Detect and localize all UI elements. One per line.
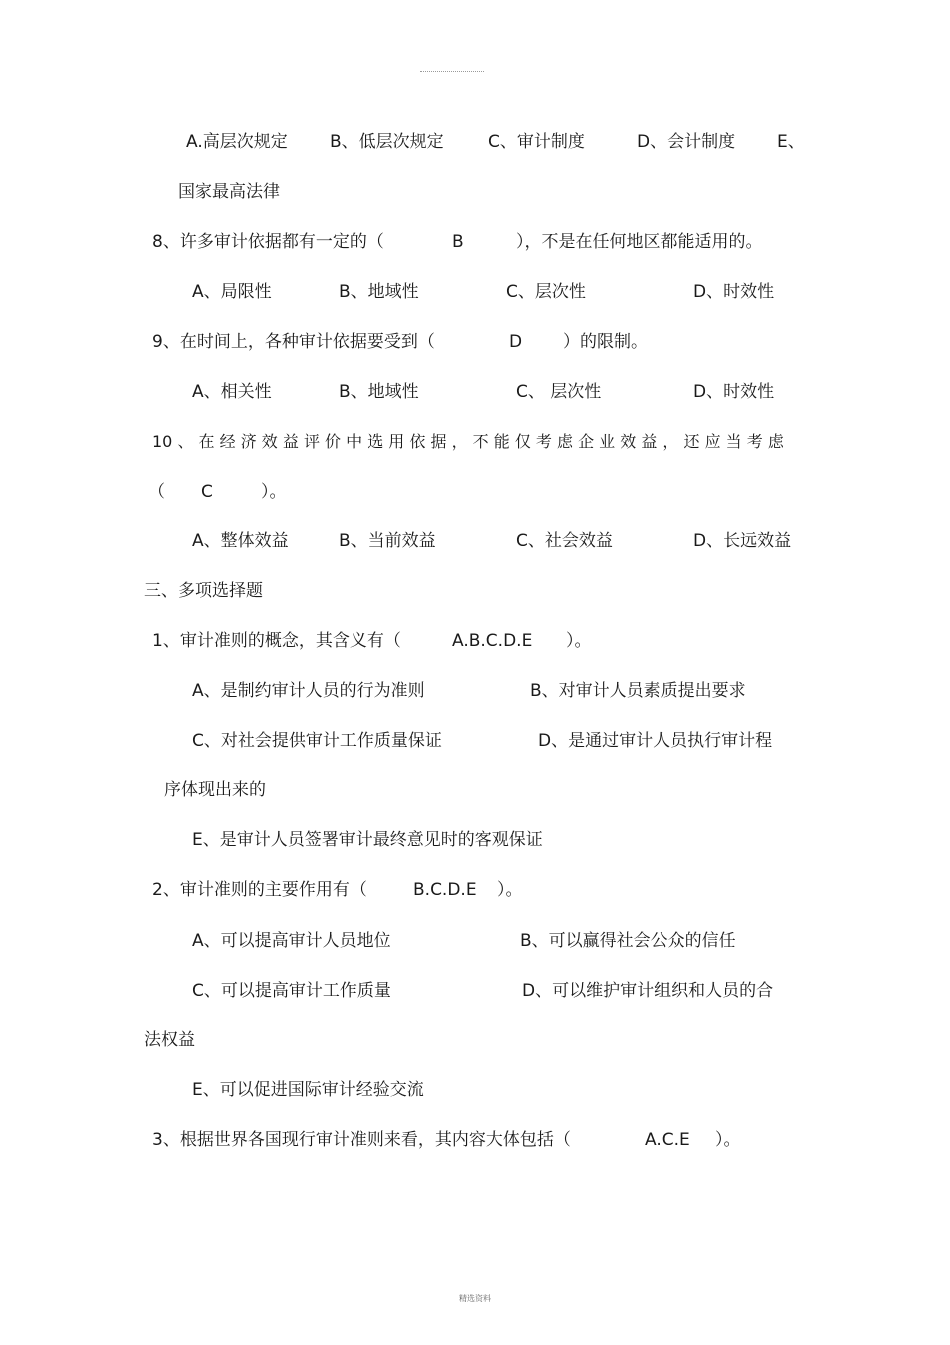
q9-option-a: A、相关性 <box>192 382 272 402</box>
q9-option-c: C、 层次性 <box>516 382 602 402</box>
q8-stem-text: 8、许多审计依据都有一定的（ <box>152 232 384 252</box>
q10-option-b: B、当前效益 <box>339 531 436 551</box>
q10-option-d: D、长远效益 <box>693 531 792 551</box>
m2-option-b: B、可以赢得社会公众的信任 <box>520 931 736 951</box>
q9-stem-tail: ）的限制。 <box>563 332 648 352</box>
m1-option-b: B、对审计人员素质提出要求 <box>530 681 746 701</box>
q7-option-d: D、会计制度 <box>637 132 736 152</box>
q8-option-a: A、局限性 <box>192 282 272 302</box>
q10-option-a: A、整体效益 <box>192 531 289 551</box>
q7-option-c: C、审计制度 <box>488 132 585 152</box>
q8-option-b: B、地域性 <box>339 282 419 302</box>
q9-option-b: B、地域性 <box>339 382 419 402</box>
m1-answer: A.B.C.D.E <box>452 631 533 651</box>
header-rule <box>420 71 484 72</box>
q8-stem-tail: ），不是在任何地区都能适用的。 <box>516 232 763 252</box>
m1-option-d: D、是通过审计人员执行审计程 <box>538 731 773 751</box>
m2-option-a: A、可以提高审计人员地位 <box>192 931 391 951</box>
q10-option-c: C、社会效益 <box>516 531 613 551</box>
m2-option-d: D、可以维护审计组织和人员的合 <box>522 981 774 1001</box>
q7-option-a: A.高层次规定 <box>186 132 288 152</box>
q8-option-c: C、层次性 <box>506 282 586 302</box>
m1-stem-tail: ）。 <box>566 631 592 651</box>
q9-option-d: D、时效性 <box>693 382 775 402</box>
m2-option-d-cont: 法权益 <box>144 1030 195 1050</box>
q9-stem-text: 9、在时间上，各种审计依据要受到（ <box>152 332 435 352</box>
m1-option-e: E、是审计人员签署审计最终意见时的客观保证 <box>192 830 543 850</box>
m2-stem-text: 2、审计准则的主要作用有（ <box>152 880 367 900</box>
m3-stem-tail: ）。 <box>715 1130 741 1150</box>
m3-answer: A.C.E <box>645 1130 690 1150</box>
m2-stem-tail: ）。 <box>497 880 523 900</box>
q10-stem: 10 、 在 经 济 效 益 评 价 中 选 用 依 据 ， 不 能 仅 考 虑 企 业 效 益 ， 还 应 当 考 虑 <box>152 432 784 451</box>
section-3-title: 三、多项选择题 <box>144 581 263 601</box>
q9-answer: D <box>509 332 523 352</box>
m2-option-e: E、可以促进国际审计经验交流 <box>192 1080 424 1100</box>
q8-answer: B <box>452 232 464 252</box>
m1-option-a: A、是制约审计人员的行为准则 <box>192 681 425 701</box>
m1-option-c: C、对社会提供审计工作质量保证 <box>192 731 442 751</box>
q7-option-b: B、低层次规定 <box>330 132 444 152</box>
m3-stem-text: 3、根据世界各国现行审计准则来看，其内容大体包括（ <box>152 1130 571 1150</box>
q10-answer: C <box>201 482 213 502</box>
m1-option-d-cont: 序体现出来的 <box>164 780 266 800</box>
m2-answer: B.C.D.E <box>413 880 477 900</box>
q10-paren-close: ）。 <box>261 482 287 502</box>
page-footer: 精选资料 <box>459 1294 491 1303</box>
q8-option-d: D、时效性 <box>693 282 775 302</box>
q7-option-e-cont: 国家最高法律 <box>178 182 280 202</box>
m1-stem-text: 1、审计准则的概念，其含义有（ <box>152 631 401 651</box>
m2-option-c: C、可以提高审计工作质量 <box>192 981 391 1001</box>
q10-paren-open: （ <box>148 482 165 502</box>
q7-option-e: E、 <box>777 132 805 152</box>
